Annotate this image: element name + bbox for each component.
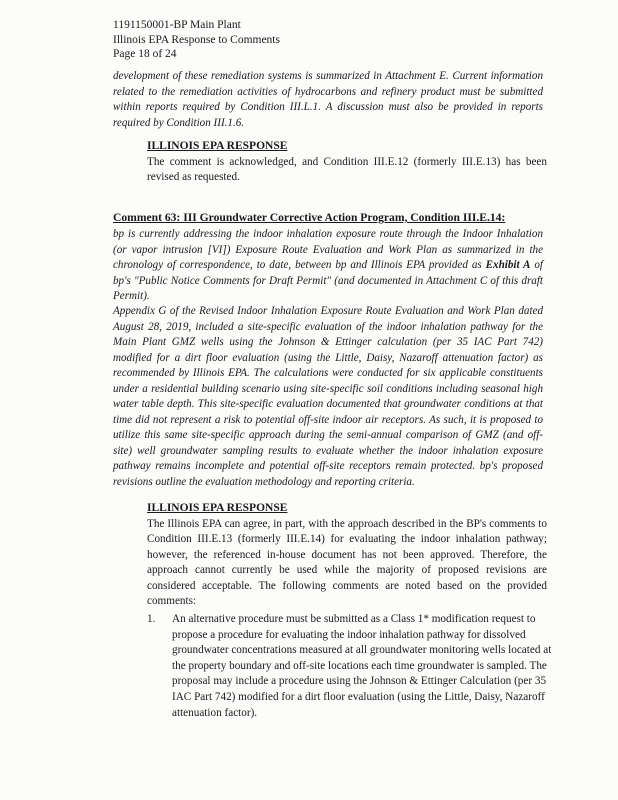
response-text-2: The Illinois EPA can agree, in part, with the approach described in the BP's comments to Condition III.E.13 (formerly III.E.14) for evaluating the indoor inhalation pathway; however, the referenced in-house document has not been approved. Therefore, the approach cannot currently be used while the majority of proposed revisions are considered acceptable. The following comments are noted based on the provided comments: — [147, 518, 547, 608]
comment-63-text-b: of bp's "Public Notice Comments for Draft Permit" (and documented in Attachment C of this draft Permit). — [113, 259, 544, 302]
header-page-number: Page 18 of 24 — [113, 48, 177, 60]
exhibit-a-label: Exhibit A — [485, 259, 531, 271]
comment-63-heading: Comment 63: III Groundwater Corrective Action Program, Condition III.E.14: — [113, 211, 506, 224]
intro-paragraph: development of these remediation systems is summarized in Attachment E. Current information related to the remediation activities of hydrocarbons and refinery product must be submitted within reports required by Condition III.L.1. A discussion must also be provided in reports required by Condition III.1.6. — [113, 70, 543, 129]
comment-63-text-a: bp is currently addressing the indoor inhalation exposure route through the Indoor Inhalation (or vapor intrusion [VI]) Exposure Route Evaluation and Work Plan as summarized in the chronology of correspondence, to date, between bp and Illinois EPA provided as — [113, 228, 543, 271]
list-item-number: 1. — [147, 613, 156, 625]
header-permit-id: 1191150001-BP Main Plant — [113, 19, 241, 31]
response-heading-1: ILLINOIS EPA RESPONSE — [147, 140, 288, 152]
list-item-text: An alternative procedure must be submitted as a Class 1* modification request to propose a procedure for evaluating the indoor inhalation pathway for dissolved groundwater concentrations measured at all groundwater monitoring wells located at the property boundary and off-site locations each time groundwater is sampled. The proposal may include a procedure using the Johnson & Ettinger Calculation (per 35 IAC Part 742) modified for a dirt floor evaluation (using the Little, Daisy, Nazaroff attenuation factor). — [172, 613, 552, 719]
header-title: Illinois EPA Response to Comments — [113, 33, 280, 46]
comment-63-paragraph-1 — [113, 227, 543, 305]
comment-63-paragraph-2: Appendix G of the Revised Indoor Inhalation Exposure Route Evaluation and Work Plan dated August 28, 2019, included a site-specific evaluation of the indoor inhalation pathway for the Main Plant GMZ wells using the Johnson & Ettinger calculation (per 35 IAC Part 742) modified for a dirt floor evaluation (using the Little, Daisy, Nazaroff attenuation factor) as recommended by Illinois EPA. The calculations were conducted for six applicable constituents under a residential building scenario using site-specific soil conditions including seasonal high water table depth. This site-specific evaluation documented that groundwater conditions at that time did not represent a risk to potential off-site indoor air receptors. As such, it is proposed to utilize this same site-specific approach during the semi-annual comparison of GMZ (and off-site) well groundwater sampling results to evaluate whether the indoor inhalation exposure pathway remains incomplete and potential off-site receptors remain protected. bp's proposed revisions outline the evaluation methodology and reporting criteria. — [113, 305, 543, 488]
response-text-1: The comment is acknowledged, and Condition III.E.12 (formerly III.E.13) has been revised as requested. — [147, 156, 547, 184]
response-heading-2: ILLINOIS EPA RESPONSE — [147, 502, 288, 514]
page-header — [113, 18, 280, 62]
